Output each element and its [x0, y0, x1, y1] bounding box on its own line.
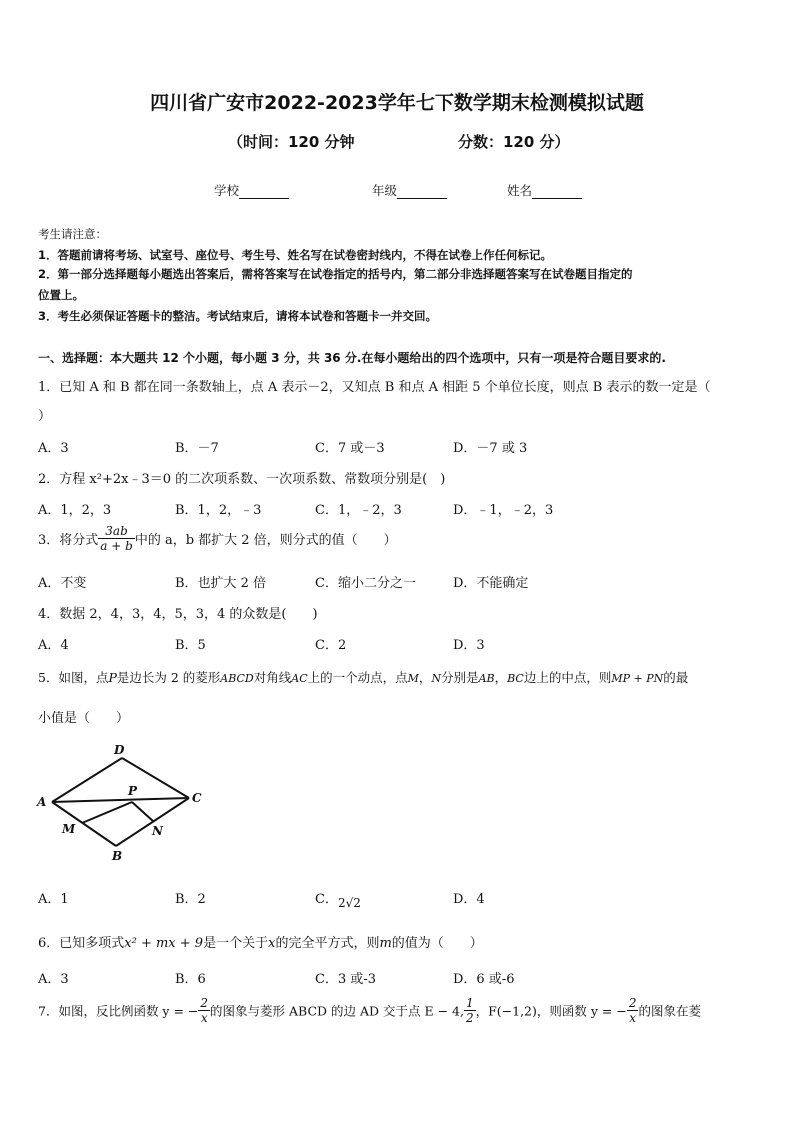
- notice-heading: 考生请注意：: [38, 227, 107, 241]
- q3-option-b: B．也扩大 2 倍: [175, 576, 267, 591]
- label-a: A: [37, 795, 47, 809]
- q5-option-c: C．2√2: [315, 892, 361, 910]
- q6-option-a: A．3: [38, 972, 69, 987]
- q6-option-c: C．3 或-3: [315, 972, 377, 987]
- q2-option-a: A．1，2，3: [38, 503, 112, 518]
- q5-option-a: A．1: [38, 892, 69, 907]
- notice-item: 2．第一部分选择题每小题选出答案后，需将答案写在试卷指定的括号内，第二部分非选择题答案写在试卷题目指定的: [38, 267, 633, 281]
- q4-option-a: A．4: [38, 638, 69, 653]
- q4-option-b: B．5: [175, 638, 206, 653]
- q4-option-d: D．3: [453, 638, 485, 653]
- question-6: 6．已知多项式x² + mx + 9是一个关于x的完全平方式，则m的值为（ ）: [38, 936, 483, 951]
- q6-option-b: B．6: [175, 972, 206, 987]
- label-p: P: [128, 784, 138, 798]
- question-3: 3．将分式 $\frac{3ab}{a + b}$ 中的 a，b 都扩大 2 倍，则分式的值（ ）: [38, 524, 397, 553]
- q1-option-d: D．－7 或 3: [453, 441, 528, 456]
- school-blank: [239, 186, 289, 199]
- grade-blank: [397, 186, 447, 199]
- school-field: [214, 181, 289, 199]
- q3-option-d: D．不能确定: [453, 576, 529, 591]
- label-d: D: [114, 743, 125, 757]
- grade-label: 年级: [372, 183, 398, 198]
- school-label: 学校: [214, 183, 240, 198]
- fraction: $\frac{1}{2}$: [465, 996, 474, 1025]
- q3-option-a: A．不变: [38, 576, 87, 591]
- name-blank: [532, 186, 582, 199]
- rhombus-figure: [34, 740, 214, 865]
- q2-option-c: C．1，﹣2，3: [315, 503, 402, 518]
- label-b: B: [112, 849, 123, 863]
- fraction: $\frac{2}{x}$: [200, 996, 209, 1025]
- q4-option-c: C．2: [315, 638, 347, 653]
- question-1-cont: ）: [38, 409, 52, 424]
- exam-score: 分数：120 分）: [458, 133, 570, 151]
- question-1: 1．已知 A 和 B 都在同一条数轴上，点 A 表示－2，又知点 B 和点 A 相距 5 个单位长度，则点 B 表示的数一定是（: [38, 380, 711, 395]
- exam-time: （时间：120 分钟: [228, 133, 355, 151]
- q1-option-a: A．3: [38, 441, 69, 456]
- label-n: N: [152, 824, 163, 838]
- question-2: 2．方程 x²+2x﹣3＝0 的二次项系数、一次项系数、常数项分别是( ): [38, 472, 446, 487]
- section-heading: 一、选择题：本大题共 12 个小题，每小题 3 分，共 36 分.在每小题给出的四个选项中，只有一项是符合题目要求的.: [38, 351, 666, 365]
- grade-field: [372, 181, 447, 199]
- name-label: 姓名: [507, 183, 533, 198]
- label-c: C: [192, 791, 202, 805]
- q1-option-c: C．7 或－3: [315, 441, 385, 456]
- question-5-cont: 小值是（ ）: [38, 711, 130, 726]
- question-7: 7．如图，反比例函数 y = − $\frac{2}{x}$ 的图象与菱形 ABCD 的边 AD 交于点 E − 4, $\frac{1}{2}$ ，F(−1,2)，则函数 y = − $\frac{2}{x}$ 的图象在菱: [38, 996, 701, 1025]
- notice-item: 位置上。: [38, 288, 84, 302]
- notice-item: 3．考生必须保证答题卡的整洁。考试结束后，请将本试卷和答题卡一并交回。: [38, 309, 437, 323]
- q5-option-b: B．2: [175, 892, 206, 907]
- q6-option-d: D．6 或-6: [453, 972, 515, 987]
- question-4: 4．数据 2，4，3，4，5，3，4 的众数是( ): [38, 607, 318, 622]
- name-field: [507, 181, 582, 199]
- q5-option-d: D．4: [453, 892, 485, 907]
- page-title: 四川省广安市2022-2023学年七下数学期末检测模拟试题: [150, 92, 644, 114]
- question-5: 5．如图，点P是边长为 2 的菱形ABCD对角线AC上的一个动点，点M，N分别是AB，BC边上的中点，则MP + PN的最: [38, 670, 689, 685]
- fraction: $\frac{3ab}{a + b}$: [100, 524, 133, 553]
- q1-option-b: B．－7: [175, 441, 219, 456]
- q2-option-b: B．1，2，﹣3: [175, 503, 262, 518]
- q3-option-c: C．缩小二分之一: [315, 576, 416, 591]
- fraction: $\frac{2}{x}$: [628, 996, 637, 1025]
- notice-item: 1．答题前请将考场、试室号、座位号、考生号、姓名写在试卷密封线内，不得在试卷上作任何标记。: [38, 248, 552, 262]
- q2-option-d: D．﹣1，﹣2，3: [453, 503, 554, 518]
- label-m: M: [62, 822, 76, 836]
